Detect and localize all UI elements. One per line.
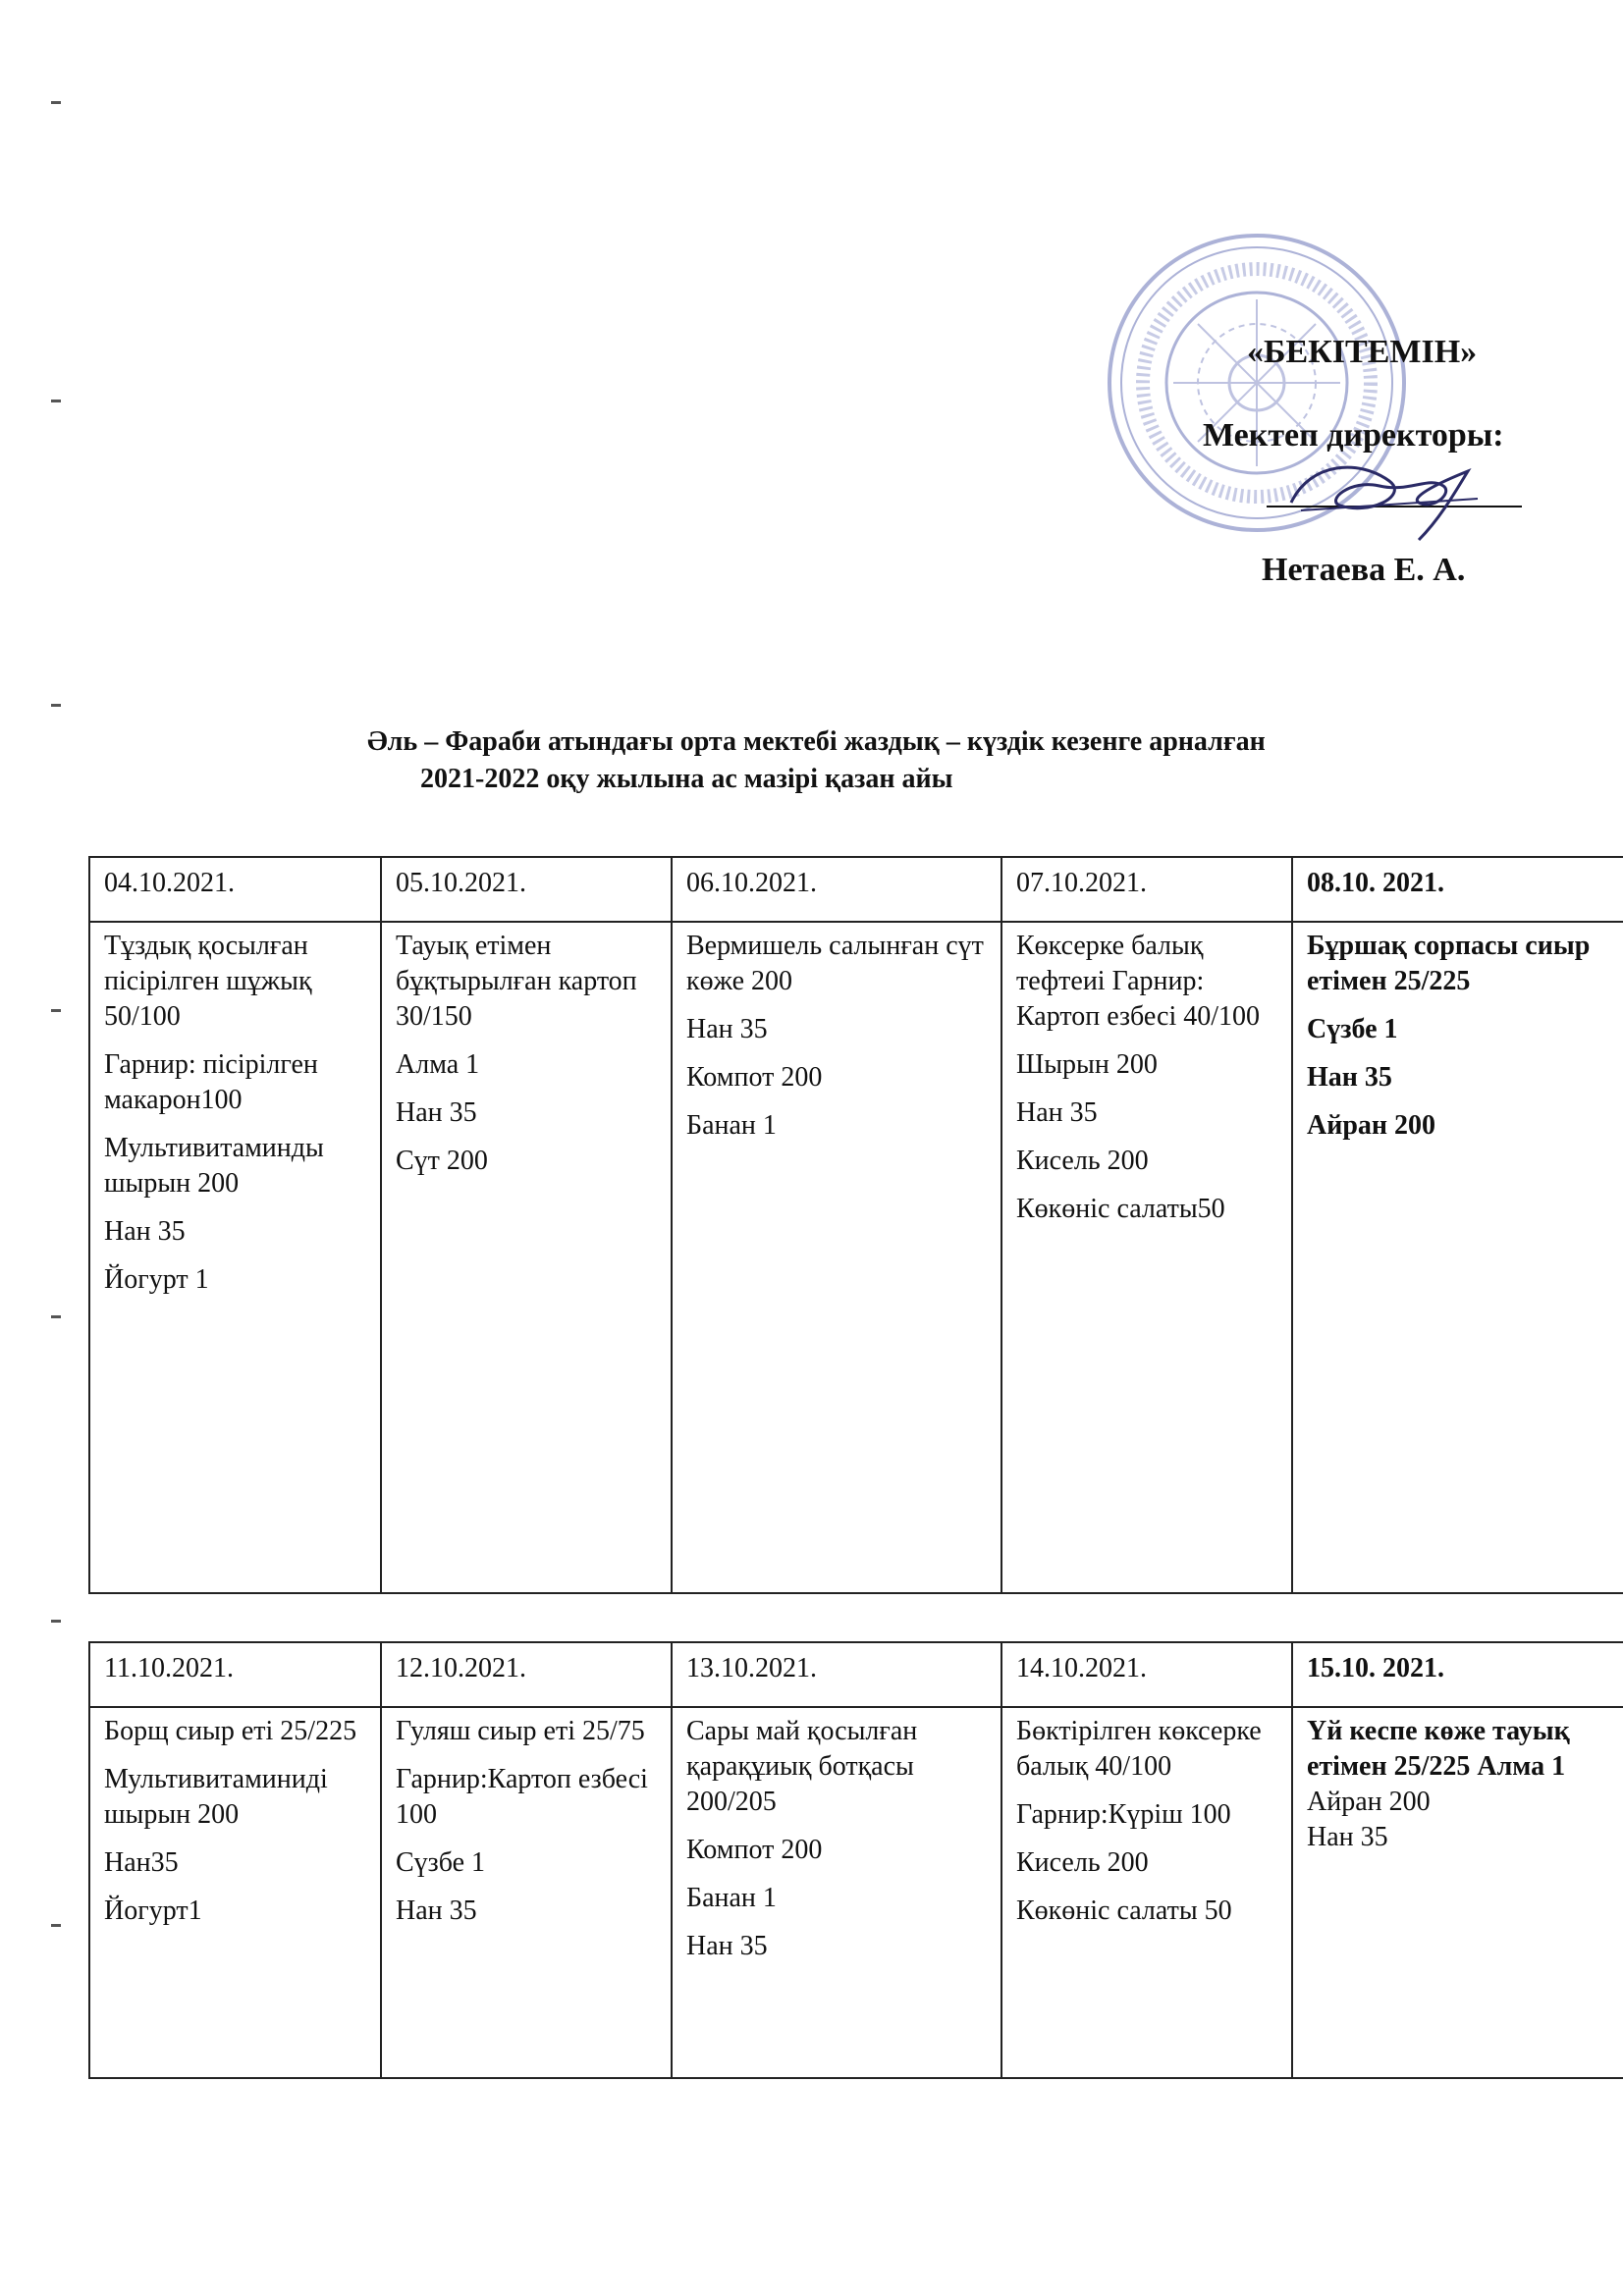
scan-mark [51, 1009, 61, 1012]
menu-item: Сары май қосылған қарақұиық ботқасы 200/205 [686, 1716, 918, 1817]
title-line-1: Әль – Фараби атындағы орта мектебі жаздық – күздік кезенге арналған [367, 726, 1266, 757]
menu-item: Нан35 [104, 1847, 179, 1878]
date-cell: 06.10.2021. [672, 857, 1001, 922]
date-row [89, 1642, 1623, 1707]
menu-item: Компот 200 [686, 1062, 823, 1093]
director-name: Нетаева Е. А. [1262, 552, 1466, 588]
menu-item: Сүт 200 [396, 1146, 488, 1176]
date-cell: 04.10.2021. [89, 857, 381, 922]
day-menu-cell [381, 922, 672, 1593]
menu-item: Гуляш сиыр еті 25/75 [396, 1716, 645, 1746]
menu-item: Кисель 200 [1016, 1847, 1149, 1878]
menu-item: Көкөніс салаты 50 [1016, 1896, 1232, 1926]
date-cell: 15.10. 2021. [1292, 1642, 1623, 1707]
menu-item: Бөктірілген көксерке балық 40/100 [1016, 1716, 1262, 1782]
day-menu-cell [1292, 922, 1623, 1593]
menu-item: Көкөніс салаты50 [1016, 1194, 1225, 1224]
day-menu-cell [672, 1707, 1001, 2078]
menu-item: Нан 35 [1307, 1062, 1392, 1093]
menu-item: Мультивитаминиді шырын 200 [104, 1764, 328, 1830]
menu-item: Кисель 200 [1016, 1146, 1149, 1176]
menu-item: Гарнир:Картоп езбесі 100 [396, 1764, 648, 1830]
menu-item: Нан 35 [104, 1216, 186, 1247]
menu-item: Нан 35 [686, 1014, 768, 1044]
day-menu-cell [1292, 1707, 1623, 2078]
menu-item: Тұздық қосылған пісірілген шұжық 50/100 [104, 931, 312, 1032]
menu-item: Нан 35 [396, 1097, 477, 1128]
scan-mark [51, 1924, 61, 1927]
scan-mark [51, 1315, 61, 1318]
menu-item: Бұршақ сорпасы сиыр етімен 25/225 [1307, 931, 1591, 996]
scan-mark [51, 400, 61, 402]
menu-item: Шырын 200 [1016, 1049, 1158, 1080]
date-cell: 13.10.2021. [672, 1642, 1001, 1707]
menu-item: Борщ сиыр еті 25/225 [104, 1716, 357, 1746]
menu-item: Вермишель салынған сүт көже 200 [686, 931, 984, 996]
menu-item: Мультивитаминды шырын 200 [104, 1133, 324, 1199]
day-menu-cell [1001, 1707, 1292, 2078]
date-cell: 08.10. 2021. [1292, 857, 1623, 922]
scan-mark [51, 101, 61, 104]
date-cell: 14.10.2021. [1001, 1642, 1292, 1707]
scan-mark [51, 1620, 61, 1623]
menu-item: Йогурт 1 [104, 1264, 209, 1295]
menu-row [89, 922, 1623, 1593]
date-row [89, 857, 1623, 922]
scan-mark [51, 704, 61, 707]
date-cell: 07.10.2021. [1001, 857, 1292, 922]
approval-title: «БЕКІТЕМІН» [1247, 334, 1478, 370]
menu-item: Тауық етімен бұқтырылған картоп 30/150 [396, 931, 637, 1032]
menu-item: Банан 1 [686, 1110, 777, 1141]
date-cell: 12.10.2021. [381, 1642, 672, 1707]
day-menu-cell [672, 922, 1001, 1593]
approval-role: Мектеп директоры: [1203, 417, 1504, 454]
menu-item: Нан 35 [1016, 1097, 1098, 1128]
menu-item: Компот 200 [686, 1835, 823, 1865]
menu-item: Гарнир: пісірілген макарон100 [104, 1049, 318, 1115]
date-cell: 11.10.2021. [89, 1642, 381, 1707]
menu-item: Айран 200 [1307, 1787, 1431, 1817]
menu-item: Банан 1 [686, 1883, 777, 1913]
menu-item: Көксерке балық тефтеиі Гарнир: Картоп езбесі 40/100 [1016, 931, 1261, 1032]
day-menu-cell [89, 922, 381, 1593]
menu-item: Айран 200 [1307, 1110, 1436, 1141]
menu-table-week-2 [88, 1641, 1623, 2079]
menu-item: Йогурт1 [104, 1896, 202, 1926]
menu-table-week-1 [88, 856, 1623, 1594]
menu-item: Сүзбе 1 [1307, 1014, 1398, 1044]
date-cell: 05.10.2021. [381, 857, 672, 922]
menu-item: Алма 1 [396, 1049, 480, 1080]
director-signature [1271, 442, 1497, 550]
menu-item: Нан 35 [396, 1896, 477, 1926]
menu-item: Үй кеспе көже тауық етімен 25/225 Алма 1 [1307, 1716, 1570, 1782]
day-menu-cell [89, 1707, 381, 2078]
day-menu-cell [1001, 922, 1292, 1593]
day-menu-cell [381, 1707, 672, 2078]
menu-item: Гарнир:Күріш 100 [1016, 1799, 1231, 1830]
menu-row [89, 1707, 1623, 2078]
menu-item: Сүзбе 1 [396, 1847, 486, 1878]
menu-item: Нан 35 [686, 1931, 768, 1961]
menu-item: Нан 35 [1307, 1822, 1388, 1852]
title-line-2: 2021-2022 оқу жылына ас мазірі қазан айы [420, 764, 953, 794]
